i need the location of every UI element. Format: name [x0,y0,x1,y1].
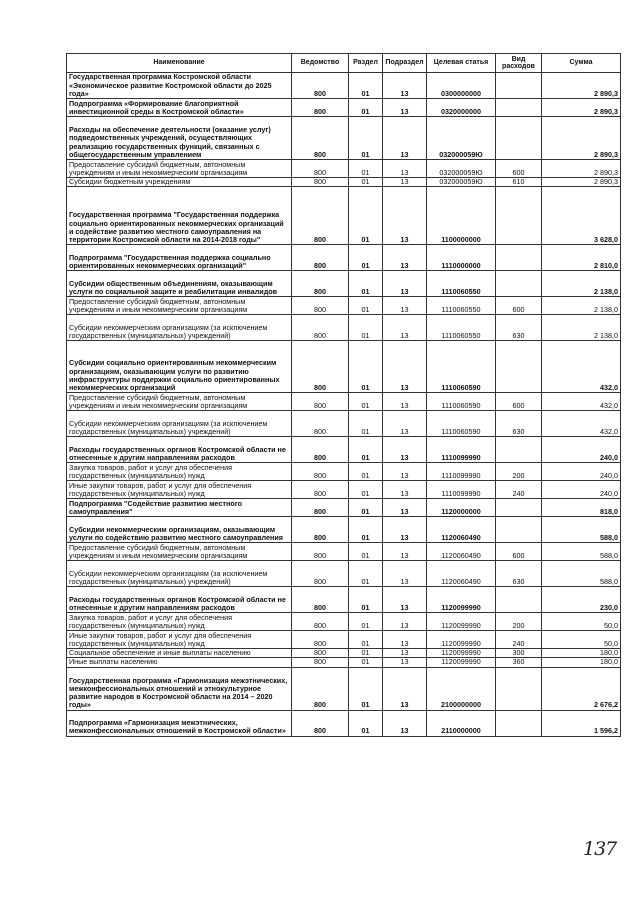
cell-name: Подпрограмма «Гармонизация межэтнических, межконфессиональных отношений в Костромской области» [67,710,292,736]
cell-summa: 432,0 [542,411,621,437]
cell-podrazdel: 13 [383,543,427,561]
cell-razdel: 01 [349,411,383,437]
cell-name: Предоставление субсидий бюджетным, автономным учреждениям и иным некоммерческим организациям [67,543,292,561]
cell-summa: 1 596,2 [542,710,621,736]
cell-razdel: 01 [349,710,383,736]
cell-summa: 2 890,3 [542,117,621,160]
cell-razdel: 01 [349,178,383,187]
cell-summa: 432,0 [542,393,621,411]
table-row [67,543,621,561]
cell-vid-rashodov [496,187,542,245]
cell-podrazdel: 13 [383,315,427,341]
cell-podrazdel: 13 [383,99,427,117]
table-row [67,411,621,437]
cell-podrazdel: 13 [383,658,427,667]
cell-summa: 818,0 [542,499,621,517]
cell-vid-rashodov: 630 [496,315,542,341]
cell-vid-rashodov [496,117,542,160]
cell-summa: 2 676,2 [542,667,621,710]
cell-razdel: 01 [349,160,383,178]
cell-name: Иные выплаты населению [67,658,292,667]
cell-vid-rashodov [496,341,542,393]
cell-name: Субсидии социально ориентированным некоммерческим организациям, оказывающим услуги по развитию инфраструктуры поддержки социально ориентированных некоммерческих организаций [67,341,292,393]
table-row [67,649,621,658]
cell-podrazdel: 13 [383,481,427,499]
table-row [67,561,621,587]
cell-vedomstvo: 800 [292,99,349,117]
cell-celevaya-statya: 1120060490 [427,517,496,543]
cell-celevaya-statya: 1120000000 [427,499,496,517]
cell-podrazdel: 13 [383,117,427,160]
cell-summa: 240,0 [542,437,621,463]
table-row [67,99,621,117]
cell-summa: 588,0 [542,561,621,587]
cell-vedomstvo: 800 [292,463,349,481]
cell-podrazdel: 13 [383,271,427,297]
table-row [67,245,621,271]
cell-name: Предоставление субсидий бюджетным, автономным учреждениям и иным некоммерческим организациям [67,160,292,178]
cell-name: Субсидии некоммерческим организациям (за исключением государственных (муниципальных) учреждений) [67,315,292,341]
cell-summa: 240,0 [542,481,621,499]
cell-podrazdel: 13 [383,710,427,736]
cell-vedomstvo: 800 [292,587,349,613]
cell-vedomstvo: 800 [292,613,349,631]
table-row [67,271,621,297]
cell-vid-rashodov: 360 [496,658,542,667]
cell-razdel: 01 [349,667,383,710]
cell-razdel: 01 [349,245,383,271]
cell-name: Подпрограмма "Содействие развитию местного самоуправления" [67,499,292,517]
cell-vedomstvo: 800 [292,658,349,667]
cell-razdel: 01 [349,517,383,543]
cell-razdel: 01 [349,613,383,631]
cell-vedomstvo: 800 [292,160,349,178]
table-row [67,631,621,649]
header-vedomstvo: Ведомство [292,54,349,73]
cell-summa: 180,0 [542,649,621,658]
table-row [67,117,621,160]
cell-razdel: 01 [349,99,383,117]
cell-razdel: 01 [349,117,383,160]
cell-vedomstvo: 800 [292,117,349,160]
cell-celevaya-statya: 1120099990 [427,658,496,667]
cell-summa: 2 890,3 [542,73,621,99]
cell-razdel: 01 [349,297,383,315]
cell-podrazdel: 13 [383,561,427,587]
cell-razdel: 01 [349,463,383,481]
cell-celevaya-statya: 032000059Ю [427,178,496,187]
table-row [67,499,621,517]
cell-name: Расходы на обеспечение деятельности (оказание услуг) подведомственных учреждений, осуществляющих реализацию государственных функций, связанных с общегосударственным управлением [67,117,292,160]
cell-celevaya-statya: 1110060550 [427,315,496,341]
cell-vid-rashodov [496,437,542,463]
table-row [67,73,621,99]
cell-podrazdel: 13 [383,613,427,631]
table-row [67,297,621,315]
cell-vedomstvo: 800 [292,437,349,463]
cell-celevaya-statya: 0300000000 [427,73,496,99]
cell-vedomstvo: 800 [292,561,349,587]
cell-vedomstvo: 800 [292,315,349,341]
cell-summa: 588,0 [542,517,621,543]
cell-celevaya-statya: 1120099990 [427,649,496,658]
cell-celevaya-statya: 1110000000 [427,245,496,271]
cell-name: Субсидии бюджетным учреждениям [67,178,292,187]
header-podrazdel: Подраздел [383,54,427,73]
cell-razdel: 01 [349,631,383,649]
cell-name: Субсидии некоммерческим организациям, оказывающим услуги по содействию развитию местного самоуправления [67,517,292,543]
cell-vedomstvo: 800 [292,178,349,187]
cell-name: Закупка товаров, работ и услуг для обеспечения государственных (муниципальных) нужд [67,463,292,481]
cell-podrazdel: 13 [383,437,427,463]
cell-razdel: 01 [349,315,383,341]
cell-razdel: 01 [349,543,383,561]
table-header-row [67,54,621,73]
cell-celevaya-statya: 1110060590 [427,393,496,411]
cell-podrazdel: 13 [383,463,427,481]
cell-summa: 50,0 [542,613,621,631]
cell-vedomstvo: 800 [292,187,349,245]
cell-podrazdel: 13 [383,631,427,649]
cell-razdel: 01 [349,393,383,411]
table-row [67,341,621,393]
cell-name: Подпрограмма «Формирование благоприятной инвестиционной среды в Костромской области» [67,99,292,117]
cell-vedomstvo: 800 [292,73,349,99]
cell-vid-rashodov [496,245,542,271]
cell-razdel: 01 [349,341,383,393]
cell-name: Государственная программа "Государственная поддержка социально ориентированных некоммерческих организаций и содействие развитию местного самоуправления на территории Костромской области на 2014-2018 годы" [67,187,292,245]
cell-celevaya-statya: 1120099990 [427,613,496,631]
cell-name: Социальное обеспечение и иные выплаты населению [67,649,292,658]
cell-vid-rashodov: 600 [496,160,542,178]
table-row [67,463,621,481]
cell-vid-rashodov: 610 [496,178,542,187]
cell-podrazdel: 13 [383,517,427,543]
cell-celevaya-statya: 1120060490 [427,561,496,587]
cell-name: Предоставление субсидий бюджетным, автономным учреждениям и иным некоммерческим организациям [67,297,292,315]
header-vid-rashodov: Вид расходов [496,54,542,73]
cell-vid-rashodov: 600 [496,393,542,411]
cell-podrazdel: 13 [383,649,427,658]
cell-summa: 230,0 [542,587,621,613]
cell-name: Иные закупки товаров, работ и услуг для обеспечения государственных (муниципальных) нужд [67,481,292,499]
cell-summa: 50,0 [542,631,621,649]
cell-summa: 180,0 [542,658,621,667]
cell-summa: 2 890,3 [542,160,621,178]
cell-celevaya-statya: 1110060550 [427,271,496,297]
cell-vedomstvo: 800 [292,481,349,499]
cell-celevaya-statya: 1120099990 [427,587,496,613]
cell-vid-rashodov: 240 [496,481,542,499]
cell-podrazdel: 13 [383,160,427,178]
table-row [67,613,621,631]
page-number: 137 [583,838,617,860]
cell-celevaya-statya: 1110060590 [427,341,496,393]
cell-podrazdel: 13 [383,393,427,411]
cell-vedomstvo: 800 [292,245,349,271]
table-body [67,73,621,737]
cell-razdel: 01 [349,73,383,99]
cell-vedomstvo: 800 [292,297,349,315]
cell-razdel: 01 [349,437,383,463]
cell-summa: 432,0 [542,341,621,393]
cell-razdel: 01 [349,187,383,245]
cell-name: Субсидии общественным объединениям, оказывающим услуги по социальной защите и реабилитации инвалидов [67,271,292,297]
cell-celevaya-statya: 2110000000 [427,710,496,736]
cell-name: Субсидии некоммерческим организациям (за исключением государственных (муниципальных) учреждений) [67,411,292,437]
cell-vedomstvo: 800 [292,411,349,437]
cell-name: Расходы государственных органов Костромской области не отнесенные к другим направлениям расходов [67,587,292,613]
cell-podrazdel: 13 [383,73,427,99]
cell-vedomstvo: 800 [292,649,349,658]
budget-table [66,53,621,737]
cell-vedomstvo: 800 [292,631,349,649]
cell-razdel: 01 [349,561,383,587]
table-row [67,393,621,411]
cell-podrazdel: 13 [383,499,427,517]
cell-vid-rashodov [496,73,542,99]
cell-vid-rashodov [496,99,542,117]
cell-celevaya-statya: 032000059Ю [427,117,496,160]
cell-name: Иные закупки товаров, работ и услуг для обеспечения государственных (муниципальных) нужд [67,631,292,649]
cell-vid-rashodov [496,517,542,543]
cell-vedomstvo: 800 [292,543,349,561]
cell-podrazdel: 13 [383,297,427,315]
cell-name: Закупка товаров, работ и услуг для обеспечения государственных (муниципальных) нужд [67,613,292,631]
table-row [67,187,621,245]
cell-vedomstvo: 800 [292,499,349,517]
cell-celevaya-statya: 1110099990 [427,481,496,499]
cell-vid-rashodov [496,587,542,613]
cell-podrazdel: 13 [383,245,427,271]
cell-name: Подпрограмма "Государственная поддержка социально ориентированных некоммерческих организаций" [67,245,292,271]
cell-summa: 3 628,0 [542,187,621,245]
cell-vedomstvo: 800 [292,667,349,710]
cell-celevaya-statya: 1110099990 [427,463,496,481]
header-summa: Сумма [542,54,621,73]
cell-vid-rashodov: 630 [496,561,542,587]
header-razdel: Раздел [349,54,383,73]
cell-name: Расходы государственных органов Костромской области не отнесенные к другим направлениям расходов [67,437,292,463]
header-celevaya-statya: Целевая статья [427,54,496,73]
cell-name: Государственная программа Костромской области «Экономическое развитие Костромской области до 2025 года» [67,73,292,99]
table-row [67,437,621,463]
table-row [67,481,621,499]
cell-celevaya-statya: 032000059Ю [427,160,496,178]
cell-vid-rashodov [496,710,542,736]
cell-vedomstvo: 800 [292,710,349,736]
cell-vedomstvo: 800 [292,393,349,411]
cell-podrazdel: 13 [383,667,427,710]
cell-celevaya-statya: 1100000000 [427,187,496,245]
cell-vid-rashodov: 200 [496,463,542,481]
cell-podrazdel: 13 [383,187,427,245]
cell-vedomstvo: 800 [292,517,349,543]
cell-vid-rashodov: 200 [496,613,542,631]
table-row [67,667,621,710]
cell-name: Предоставление субсидий бюджетным, автономным учреждениям и иным некоммерческим организациям [67,393,292,411]
cell-name: Субсидии некоммерческим организациям (за исключением государственных (муниципальных) учреждений) [67,561,292,587]
cell-celevaya-statya: 1110060550 [427,297,496,315]
cell-vedomstvo: 800 [292,271,349,297]
cell-summa: 588,0 [542,543,621,561]
cell-name: Государственная программа «Гармонизация межэтнических, межконфессиональных отношений и этнокультурное развитие народов в Костромской области на 2014 – 2020 годы» [67,667,292,710]
cell-summa: 240,0 [542,463,621,481]
cell-razdel: 01 [349,658,383,667]
cell-vedomstvo: 800 [292,341,349,393]
cell-razdel: 01 [349,587,383,613]
cell-vid-rashodov: 600 [496,297,542,315]
cell-vid-rashodov: 630 [496,411,542,437]
cell-summa: 2 890,3 [542,178,621,187]
table-row [67,315,621,341]
cell-vid-rashodov: 240 [496,631,542,649]
cell-celevaya-statya: 0320000000 [427,99,496,117]
cell-podrazdel: 13 [383,341,427,393]
cell-summa: 2 138,0 [542,297,621,315]
cell-vid-rashodov: 300 [496,649,542,658]
cell-podrazdel: 13 [383,587,427,613]
cell-celevaya-statya: 1110099990 [427,437,496,463]
table-row [67,160,621,178]
cell-summa: 2 890,3 [542,99,621,117]
table-row [67,178,621,187]
cell-razdel: 01 [349,481,383,499]
cell-celevaya-statya: 1120060490 [427,543,496,561]
table-row [67,658,621,667]
cell-celevaya-statya: 1120099990 [427,631,496,649]
cell-summa: 2 810,0 [542,245,621,271]
cell-summa: 2 138,0 [542,271,621,297]
table-row [67,587,621,613]
cell-razdel: 01 [349,271,383,297]
header-name: Наименование [67,54,292,73]
cell-podrazdel: 13 [383,178,427,187]
cell-vid-rashodov [496,499,542,517]
cell-podrazdel: 13 [383,411,427,437]
table-row [67,710,621,736]
cell-vid-rashodov: 600 [496,543,542,561]
cell-celevaya-statya: 1110060590 [427,411,496,437]
cell-celevaya-statya: 2100000000 [427,667,496,710]
cell-vid-rashodov [496,667,542,710]
cell-vid-rashodov [496,271,542,297]
table-row [67,517,621,543]
cell-razdel: 01 [349,649,383,658]
cell-razdel: 01 [349,499,383,517]
cell-summa: 2 138,0 [542,315,621,341]
